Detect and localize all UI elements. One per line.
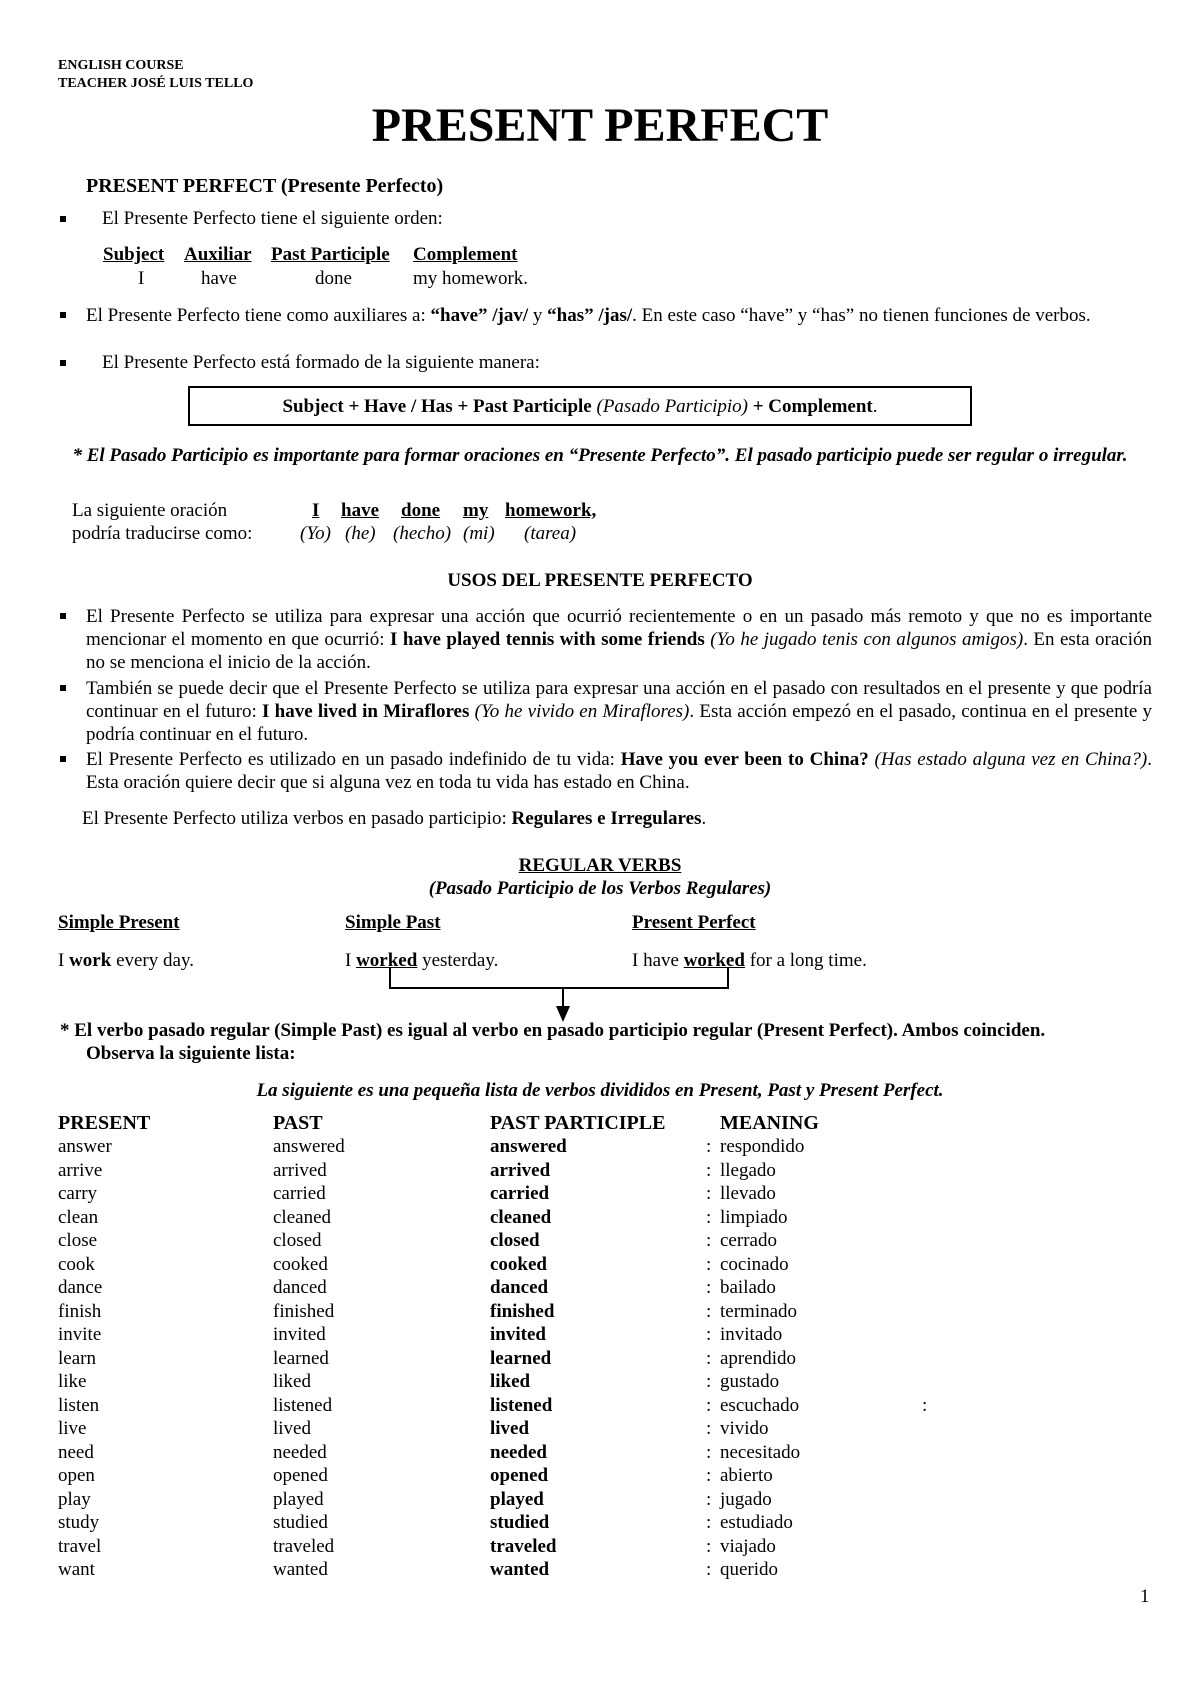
verb-present: clean: [58, 1206, 99, 1228]
uso-recent-text: El Presente Perfecto se utiliza para expresar una acción que ocurrió recientemente o en un pasado más remoto y que no es importante mencionar el momento en que ocurrió: I have played tennis with some friends (Yo he jugado tenis con algunos amigos). En esta oración no se menciona el inicio de la acción.: [86, 606, 1152, 673]
verb-meaning: jugado: [720, 1488, 772, 1510]
bullet-formation-text: El Presente Perfecto está formado de la siguiente manera:: [102, 352, 540, 373]
table-row: [0, 1183, 1200, 1206]
verb-meaning: gustado: [720, 1371, 780, 1392]
tense-header-past: Simple Past: [345, 912, 441, 933]
meaning-colon: :: [706, 1465, 712, 1486]
verb-present: live: [58, 1418, 87, 1439]
verb-meaning: invitado: [720, 1324, 783, 1345]
translation-word: have: [341, 500, 379, 521]
meaning-colon: :: [706, 1253, 712, 1275]
verb-meaning: aprendido: [720, 1347, 796, 1369]
verb-past-participle: cleaned: [490, 1206, 552, 1228]
meaning-colon: :: [706, 1159, 712, 1181]
section-subtitle: PRESENT PERFECT (Presente Perfecto): [86, 175, 444, 197]
page-number: 1: [1140, 1586, 1150, 1607]
verb-past: danced: [273, 1277, 327, 1298]
verb-present: learn: [58, 1347, 96, 1369]
verb-past-participle: lived: [490, 1418, 530, 1439]
translation-meaning: (tarea): [524, 523, 577, 544]
verb-past-participle: arrived: [490, 1159, 551, 1181]
meaning-colon: :: [706, 1559, 712, 1580]
verb-past: opened: [273, 1465, 328, 1486]
table-row: [0, 1512, 1200, 1535]
verb-past: cooked: [273, 1253, 328, 1275]
table-row: [0, 1324, 1200, 1347]
translation-word: my: [463, 500, 489, 521]
verb-present: invite: [58, 1324, 102, 1345]
table-row: [0, 1489, 1200, 1512]
order-header-participle: Past Participle: [271, 244, 390, 265]
regular-verbs-subtitle: (Pasado Participio de los Verbos Regulares): [428, 878, 772, 899]
verb-meaning: estudiado: [720, 1512, 793, 1533]
verb-past: closed: [273, 1230, 322, 1251]
verb-meaning: llevado: [720, 1183, 776, 1204]
translation-word: done: [401, 500, 441, 521]
meaning-colon: :: [706, 1230, 712, 1251]
verb-present: cook: [58, 1253, 95, 1275]
bullet-order-text: El Presente Perfecto tiene el siguiente orden:: [102, 208, 443, 229]
meaning-colon: :: [706, 1512, 712, 1533]
verb-meaning: respondido: [720, 1136, 805, 1157]
table-row: [0, 1418, 1200, 1441]
meaning-colon: :: [706, 1371, 712, 1392]
meaning-colon: :: [706, 1535, 712, 1557]
verb-table-header-participle: PAST PARTICIPLE: [490, 1112, 666, 1134]
verb-present: answer: [58, 1136, 112, 1157]
table-row: [0, 1395, 1200, 1418]
verb-past-participle: opened: [490, 1465, 549, 1486]
verb-past-participle: needed: [490, 1441, 547, 1463]
verb-past: studied: [273, 1512, 328, 1533]
verb-meaning: limpiado: [720, 1206, 788, 1228]
verb-present: travel: [58, 1535, 102, 1557]
verb-present: close: [58, 1230, 98, 1251]
example-present: I work every day.: [58, 950, 194, 971]
verb-past: traveled: [273, 1535, 335, 1557]
verb-present: carry: [58, 1183, 98, 1204]
verb-present: want: [58, 1559, 95, 1580]
teacher-label: TEACHER JOSÉ LUIS TELLO: [58, 76, 254, 91]
verb-meaning: cerrado: [720, 1230, 777, 1251]
verb-meaning: querido: [720, 1559, 779, 1580]
note-equal-line1: * El verbo pasado regular (Simple Past) es igual al verbo en pasado participio regular (Present Perfect). Ambos coinciden.: [60, 1020, 1046, 1041]
verb-meaning: bailado: [720, 1277, 776, 1298]
usos-title: USOS DEL PRESENTE PERFECTO: [447, 570, 753, 591]
verb-past-participle: finished: [490, 1300, 555, 1322]
translation-meaning: (he): [345, 523, 376, 544]
meaning-colon: :: [706, 1300, 712, 1322]
meaning-colon: :: [706, 1136, 712, 1157]
meaning-colon: :: [706, 1394, 712, 1416]
verb-past-participle: carried: [490, 1183, 550, 1204]
verb-meaning: viajado: [720, 1535, 776, 1557]
verb-present: listen: [58, 1394, 100, 1416]
table-row: [0, 1442, 1200, 1465]
verb-past: listened: [273, 1394, 333, 1416]
verb-present: finish: [58, 1300, 102, 1322]
verb-table-header: [0, 1112, 1200, 1135]
order-value-auxiliar: have: [201, 268, 237, 289]
verb-past-participle: wanted: [490, 1559, 550, 1580]
table-row: [0, 1536, 1200, 1559]
example-past: I worked yesterday.: [345, 950, 499, 971]
stray-colon: :: [922, 1394, 928, 1416]
verb-past-participle: danced: [490, 1277, 549, 1298]
translation-word: homework,: [505, 500, 597, 521]
verb-meaning: cocinado: [720, 1253, 789, 1275]
table-row: [0, 1160, 1200, 1183]
verb-meaning: escuchado: [720, 1394, 800, 1416]
translation-label-2: podría traducirse como:: [72, 523, 253, 544]
verb-table-header-present: PRESENT: [58, 1112, 151, 1134]
uso-results-text: También se puede decir que el Presente Perfecto se utiliza para expresar una acción en el pasado con resultados en el presente y que podría continuar en el futuro: I have lived in Miraflores (Yo he vivido en Miraflores). Esta acción empezó en el pasado, continua en el presente y podría continuar en el futuro.: [86, 678, 1153, 745]
meaning-colon: :: [706, 1183, 712, 1204]
translation-meaning: (hecho): [393, 523, 452, 544]
page-title: PRESENT PERFECT: [371, 99, 829, 152]
verb-present: arrive: [58, 1159, 103, 1181]
verb-past: arrived: [273, 1159, 327, 1181]
meaning-colon: :: [706, 1324, 712, 1345]
verb-past-participle: answered: [490, 1136, 567, 1157]
table-row: [0, 1348, 1200, 1371]
verb-past: cleaned: [273, 1206, 332, 1228]
verb-table-header-past: PAST: [273, 1112, 323, 1134]
table-row: [0, 1254, 1200, 1277]
verb-past-participle: listened: [490, 1394, 553, 1416]
verb-past: lived: [273, 1418, 311, 1439]
verb-past: played: [273, 1488, 324, 1510]
verb-past: carried: [273, 1183, 326, 1204]
verb-past: needed: [273, 1441, 327, 1463]
verb-present: need: [58, 1441, 94, 1463]
verb-present: dance: [58, 1277, 103, 1298]
meaning-colon: :: [706, 1488, 712, 1510]
order-header-auxiliar: Auxiliar: [184, 244, 252, 265]
verbs-type-line: El Presente Perfecto utiliza verbos en pasado participio: Regulares e Irregulares.: [82, 808, 707, 829]
table-row: [0, 1371, 1200, 1394]
order-value-complement: my homework.: [413, 268, 529, 289]
verb-past-participle: closed: [490, 1230, 540, 1251]
verb-past: invited: [273, 1324, 326, 1345]
verb-past-participle: learned: [490, 1347, 552, 1369]
verb-meaning: abierto: [720, 1465, 773, 1486]
verb-past-participle: studied: [490, 1512, 550, 1533]
list-caption: La siguiente es una pequeña lista de verbos divididos en Present, Past y Present Perfect.: [256, 1080, 944, 1101]
verb-past: learned: [273, 1347, 329, 1369]
example-perfect: I have worked for a long time.: [632, 950, 867, 971]
table-row: [0, 1136, 1200, 1159]
verb-past-participle: invited: [490, 1324, 546, 1345]
verb-meaning: terminado: [720, 1300, 798, 1322]
table-row: [0, 1277, 1200, 1300]
meaning-colon: :: [706, 1347, 712, 1369]
participle-note: * El Pasado Participio es importante para formar oraciones en “Presente Perfecto”. El pasado participio puede ser regular o irregular.: [72, 445, 1128, 466]
translation-label-1: La siguiente oración: [72, 500, 228, 521]
verb-past: liked: [273, 1371, 311, 1392]
translation-word: I: [312, 500, 320, 521]
verb-past: finished: [273, 1300, 335, 1322]
verb-present: study: [58, 1512, 100, 1533]
table-row: [0, 1559, 1200, 1582]
verb-past: answered: [273, 1136, 345, 1157]
verb-meaning: vivido: [720, 1418, 769, 1439]
table-row: [0, 1301, 1200, 1324]
order-header-subject: Subject: [103, 244, 165, 265]
verb-past-participle: played: [490, 1488, 544, 1510]
formula-text: Subject + Have / Has + Past Participle (Pasado Participio) + Complement.: [282, 396, 878, 417]
verb-past-participle: cooked: [490, 1253, 547, 1275]
meaning-colon: :: [706, 1277, 712, 1298]
translation-meaning: (mi): [463, 523, 495, 544]
verb-table-header-meaning: MEANING: [720, 1112, 819, 1134]
order-value-participle: done: [315, 268, 352, 289]
verb-past-participle: liked: [490, 1371, 531, 1392]
table-row: [0, 1230, 1200, 1253]
verb-present: like: [58, 1371, 87, 1392]
tense-header-present: Simple Present: [58, 912, 180, 933]
meaning-colon: :: [706, 1418, 712, 1439]
translation-meaning: (Yo): [300, 523, 331, 544]
order-header-complement: Complement: [413, 244, 518, 265]
verb-present: play: [58, 1488, 91, 1510]
verb-past-participle: traveled: [490, 1535, 557, 1557]
verb-meaning: llegado: [720, 1159, 776, 1181]
note-equal-line2: Observa la siguiente lista:: [86, 1043, 296, 1064]
verb-past: wanted: [273, 1559, 328, 1580]
table-row: [0, 1465, 1200, 1488]
bullet-auxiliaries-text: El Presente Perfecto tiene como auxiliares a: “have” /jav/ y “has” /jas/. En este caso “have” y “has” no tienen funciones de verbos.: [86, 305, 1091, 326]
table-row: [0, 1207, 1200, 1230]
uso-indefinite-text: El Presente Perfecto es utilizado en un pasado indefinido de tu vida: Have you ever been to China? (Has estado alguna vez en China?). Esta oración quiere decir que si alguna vez en toda tu vida has estado en China.: [86, 749, 1152, 793]
meaning-colon: :: [706, 1206, 712, 1228]
tense-header-perfect: Present Perfect: [632, 912, 756, 933]
course-label: ENGLISH COURSE: [58, 58, 184, 73]
meaning-colon: :: [706, 1441, 712, 1463]
regular-verbs-title: REGULAR VERBS: [518, 855, 682, 876]
verb-present: open: [58, 1465, 95, 1486]
verb-meaning: necesitado: [720, 1441, 801, 1463]
order-value-subject: I: [138, 268, 145, 289]
